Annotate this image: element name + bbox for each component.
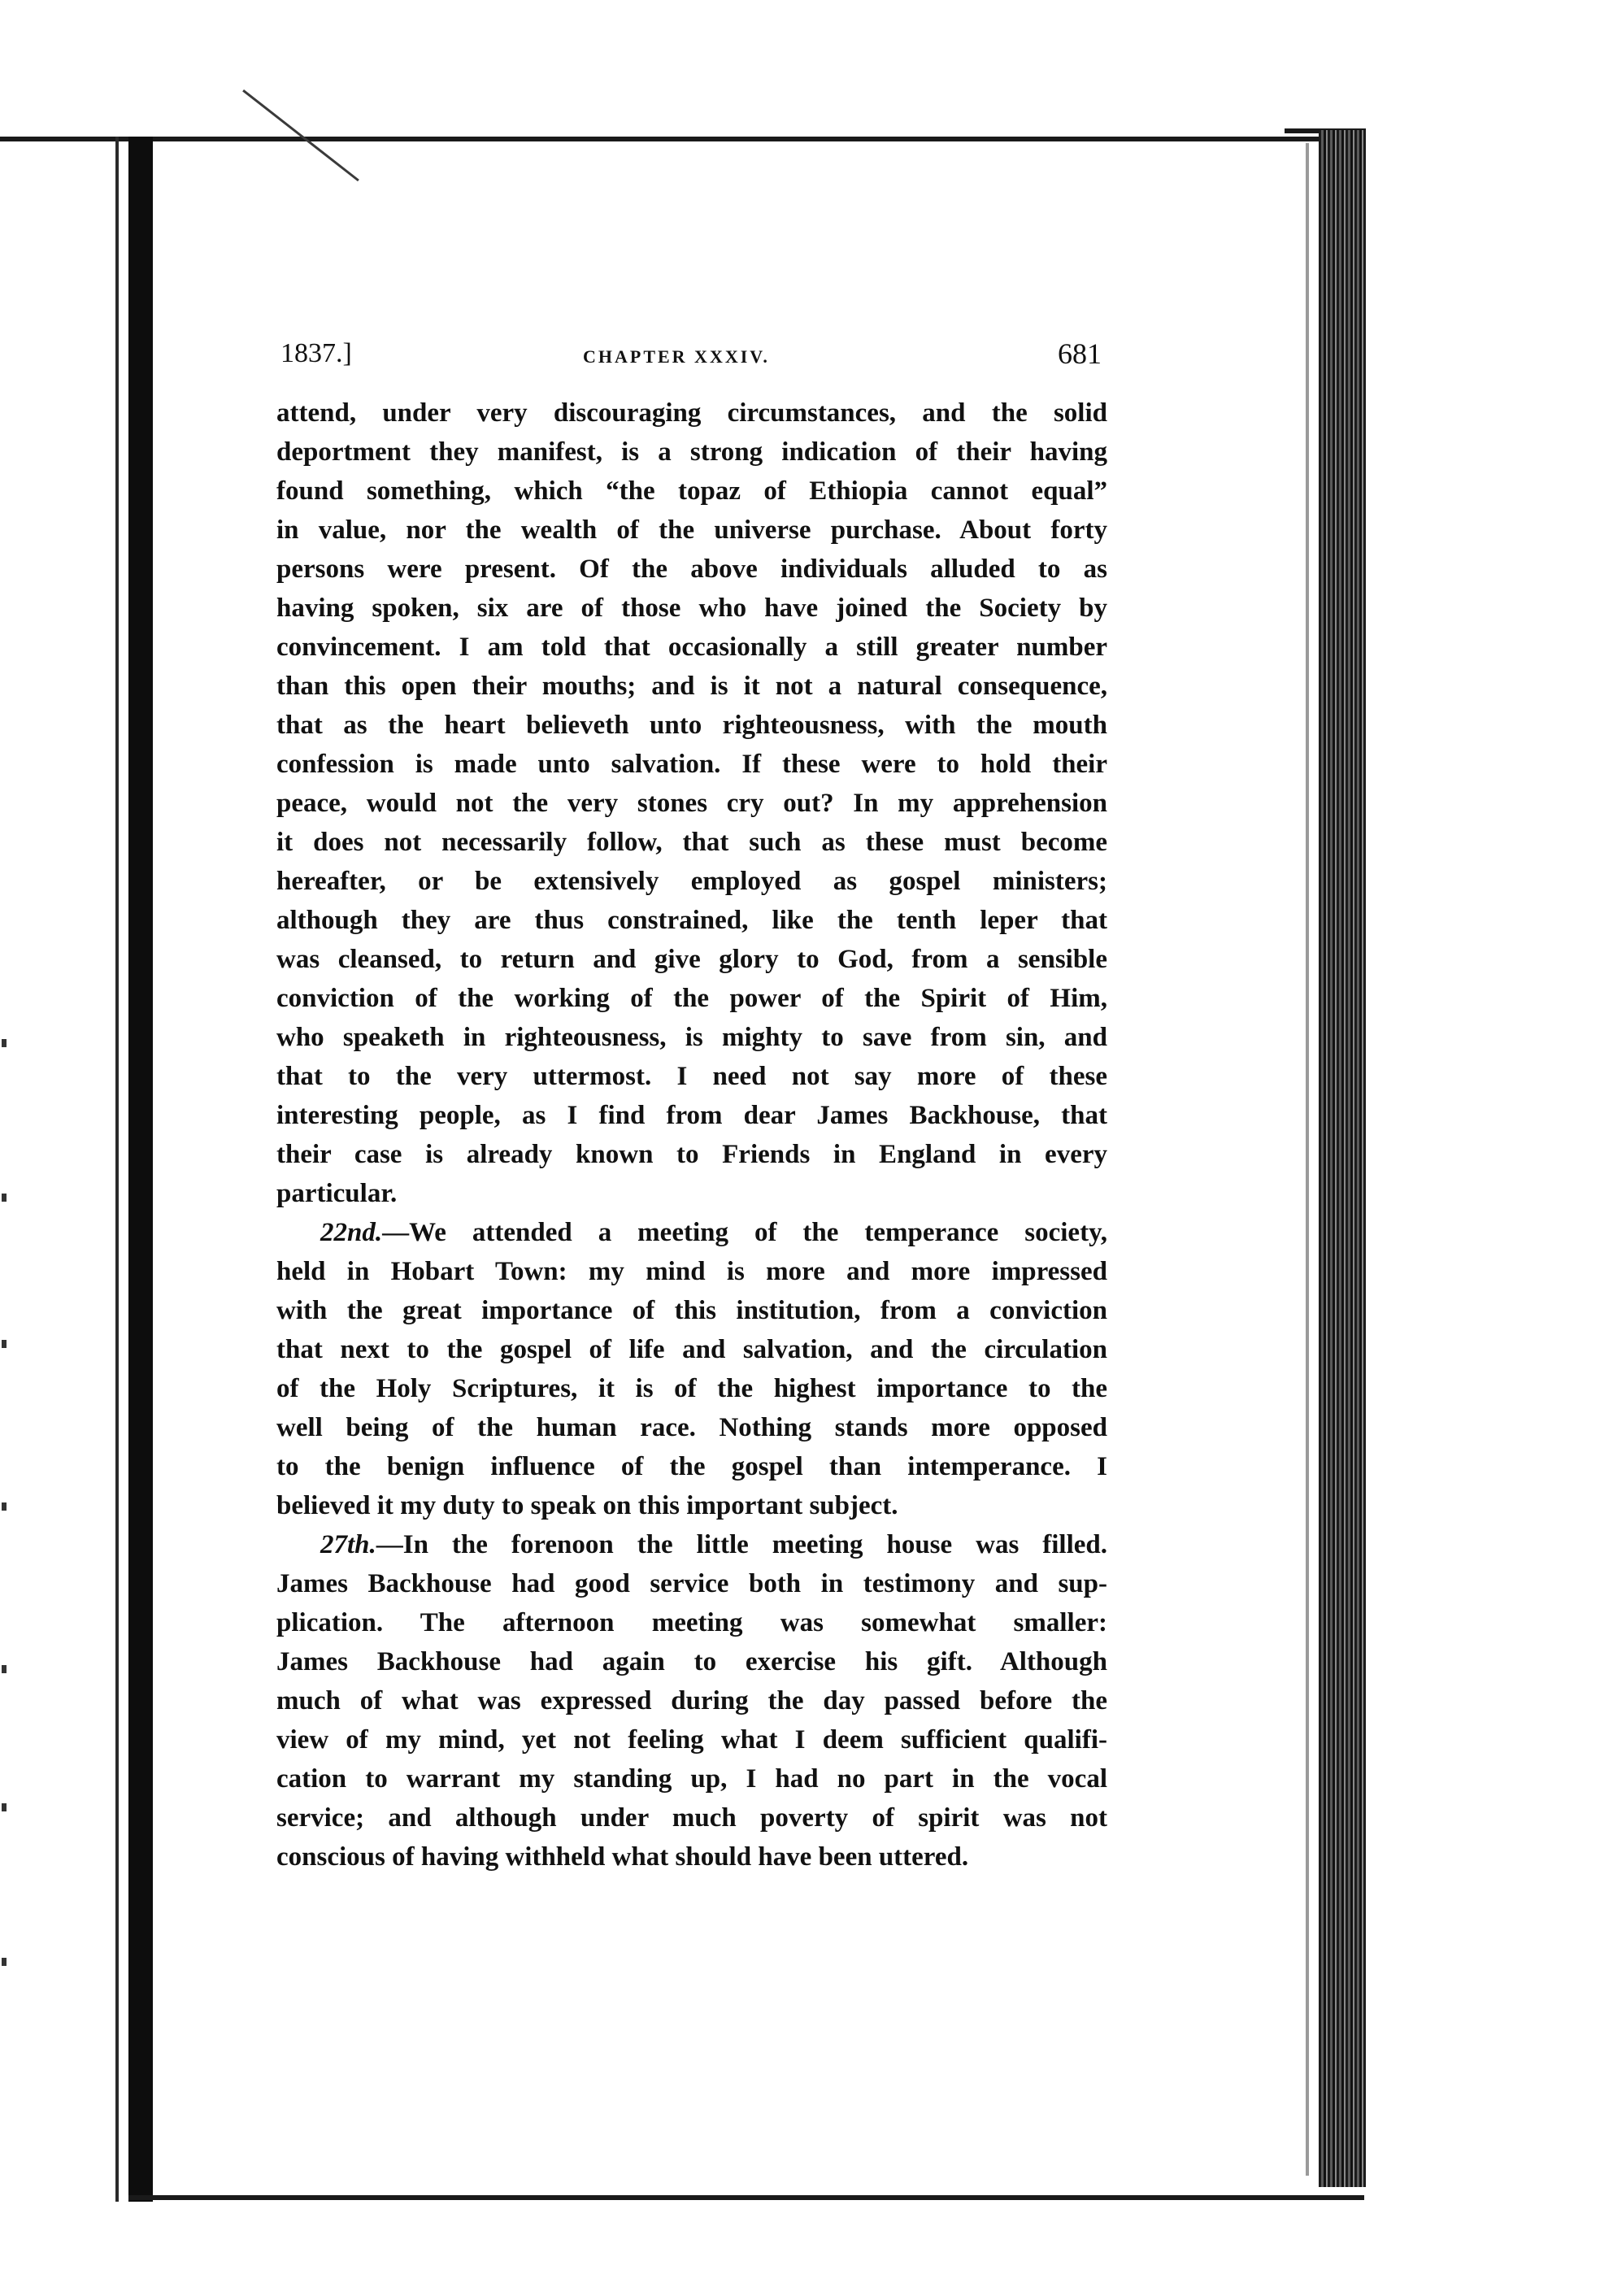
text-line: it does not necessarily follow, that such as these must become [276, 828, 1107, 857]
page-top-border [0, 137, 1333, 141]
text-line: that to the very uttermost. I need not say more of these [276, 1062, 1107, 1091]
text-line: in value, nor the wealth of the universe purchase. About forty [276, 515, 1107, 545]
stray-thread [242, 89, 359, 181]
text-line: confession is made unto salvation. If these were to hold their [276, 750, 1107, 779]
text-line: conviction of the working of the power of the Spirit of Him, [276, 984, 1107, 1013]
text-line: that as the heart believeth unto righteousness, with the mouth [276, 711, 1107, 740]
page-edge-line [1306, 143, 1309, 2176]
text-line: interesting people, as I find from dear James Backhouse, that [276, 1101, 1107, 1130]
running-head-year: 1837.] [280, 338, 352, 368]
text-line-content: —In the forenoon the little meeting house was filled. [376, 1530, 1107, 1559]
chapter-title: CHAPTER XXXIV. [583, 346, 770, 367]
text-line: cation to warrant my standing up, I had no part in the vocal [276, 1764, 1107, 1794]
text-line: James Backhouse had again to exercise his gift. Although [276, 1647, 1107, 1676]
text-line: held in Hobart Town: my mind is more and more impressed [276, 1257, 1107, 1286]
paragraph [276, 1213, 1107, 1525]
text-line [276, 1213, 1107, 1252]
text-line: with the great importance of this institution, from a conviction [276, 1296, 1107, 1325]
text-line [276, 1525, 1107, 1564]
text-line: having spoken, six are of those who have joined the Society by [276, 594, 1107, 623]
text-line-content: —We attended a meeting of the temperance society, [382, 1218, 1107, 1247]
entry-date: 22nd. [320, 1218, 383, 1247]
left-page-edge-marks [0, 137, 10, 2202]
page-body [276, 394, 1107, 1876]
text-line: peace, would not the very stones cry out? In my apprehension [276, 789, 1107, 818]
text-line: their case is already known to Friends in England in every [276, 1140, 1107, 1169]
text-line: attend, under very discouraging circumstances, and the solid [276, 398, 1107, 428]
running-head [280, 335, 1102, 376]
spine-shadow [115, 137, 119, 2202]
text-line: persons were present. Of the above individuals alluded to as [276, 554, 1107, 584]
text-line: of the Holy Scriptures, it is of the highest importance to the [276, 1374, 1107, 1403]
text-line: James Backhouse had good service both in testimony and sup- [276, 1569, 1107, 1598]
text-line: conscious of having withheld what should have been uttered. [276, 1842, 969, 1872]
text-line: service; and although under much poverty of spirit was not [276, 1803, 1107, 1833]
paragraph [276, 1525, 1107, 1876]
page-bottom-border [128, 2195, 1364, 2200]
text-line: particular. [276, 1179, 398, 1208]
text-line: although they are thus constrained, like the tenth leper that [276, 906, 1107, 935]
text-line: hereafter, or be extensively employed as gospel ministers; [276, 867, 1107, 896]
text-line: deportment they manifest, is a strong indication of their having [276, 437, 1107, 467]
paragraph [276, 394, 1107, 1213]
page-number: 681 [1058, 337, 1102, 370]
text-line: than this open their mouths; and is it not a natural consequence, [276, 672, 1107, 701]
text-line: well being of the human race. Nothing stands more opposed [276, 1413, 1107, 1442]
text-line: to the benign influence of the gospel than intemperance. I [276, 1452, 1107, 1481]
entry-date: 27th. [320, 1530, 376, 1559]
text-line: that next to the gospel of life and salvation, and the circulation [276, 1335, 1107, 1364]
text-line: much of what was expressed during the day passed before the [276, 1686, 1107, 1715]
text-line: who speaketh in righteousness, is mighty to save from sin, and [276, 1023, 1107, 1052]
text-line: view of my mind, yet not feeling what I deem sufficient qualifi- [276, 1725, 1107, 1755]
text-line: convincement. I am told that occasionally a still greater number [276, 633, 1107, 662]
book-spine [128, 137, 153, 2202]
text-line: believed it my duty to speak on this important subject. [276, 1491, 898, 1520]
text-line: found something, which “the topaz of Ethiopia cannot equal” [276, 476, 1107, 506]
text-line: was cleansed, to return and give glory to God, from a sensible [276, 945, 1107, 974]
text-line: plication. The afternoon meeting was somewhat smaller: [276, 1608, 1107, 1637]
stacked-page-edges [1319, 130, 1366, 2187]
